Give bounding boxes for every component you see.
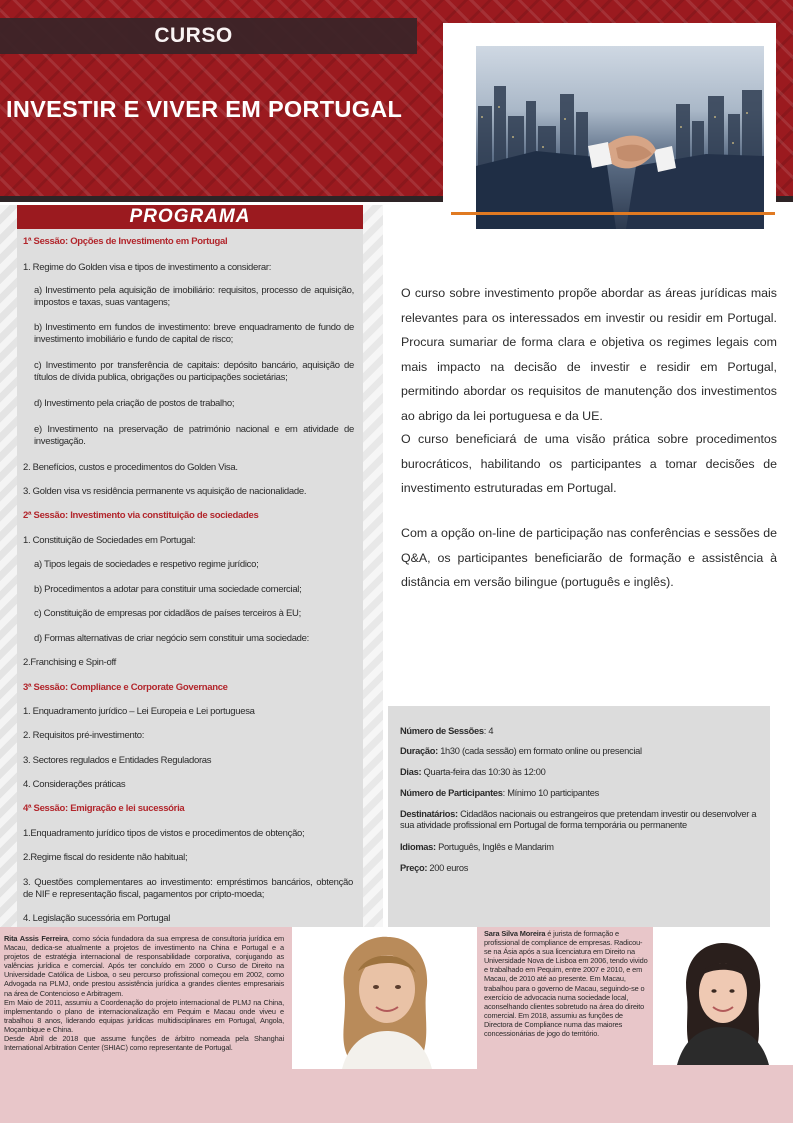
bio-text: , como sócia fundadora da sua empresa de consultoria jurídica em Macau, dedica-se atualmente a projetos de investimento na China e Portugal e a projetos de estratégia internacional de responsabilidade corporativa, conjugando as valências jurídica e comercial. Após ter concluído em 2000 o Curso de Direito na Universidade Católica de Lisboa, o seu percurso profissional começou em 2002, como Advogada na PLMJ, onde prestou assistência jurídica a grandes clientes empresariais na área de Contencioso e Arbitragem.	[4, 934, 285, 998]
description-paragraph: Com a opção on-line de participação nas conferências e sessões de Q&A, os participantes beneficiarão de formação e assistência à distância em versão bilingue (português e inglês).	[401, 526, 777, 589]
bio-text: Desde Abril de 2018 que assume funções de árbitro nomeada pela Shanghai International Arbitration Center (SHIAC) como representante de Portugal.	[4, 1034, 284, 1053]
info-days	[400, 767, 765, 778]
list-item: 3. Sectores regulados e Entidades Reguladoras	[23, 755, 212, 766]
list-item: c) Investimento por transferência de capitais: depósito bancário, aquisição de títulos de dívida publica, obrigações ou participações societárias;	[34, 360, 354, 383]
bio-text: Em Maio de 2011, assumiu a Coordenação do projeto internacional de PLMJ na China, implementando o plano de internacionalização em Pequim e Macau onde viveu e trabalhou 8 anos, liderando equipas jurídicas multidisciplinares em Portugal, Angola, Moçambique e China.	[4, 997, 284, 1034]
info-price	[400, 863, 765, 874]
bio-rita	[4, 934, 284, 1052]
programa-header	[17, 205, 363, 229]
info-value: Cidadãos nacionais ou estrangeiros que pretendam investir ou desenvolver a sua atividade profissional em Portugal de forma temporária ou permanente	[400, 809, 757, 830]
info-duration	[400, 746, 765, 757]
session-title: 2ª Sessão: Investimento via constituição de sociedades	[23, 510, 259, 521]
list-item: 3. Golden visa vs residência permanente vs aquisição de nacionalidade.	[23, 486, 307, 497]
handshake-city-photo	[476, 46, 764, 229]
programa-heading: PROGRAMA	[129, 206, 251, 227]
session-title: 1ª Sessão: Opções de Investimento em Portugal	[23, 236, 228, 247]
list-item: 1.Enquadramento jurídico tipos de vistos e procedimentos de obtenção;	[23, 828, 305, 839]
info-label: Número de Participantes	[400, 788, 503, 798]
list-item: 1. Constituição de Sociedades em Portugal:	[23, 535, 196, 546]
info-value: Quarta-feira das 10:30 às 12:00	[421, 767, 546, 777]
list-item: b) Investimento em fundos de investimento: breve enquadramento de fundo de investimento imobiliário e fundo de capital de risco;	[34, 322, 354, 345]
page-title: INVESTIR E VIVER EM PORTUGAL	[6, 96, 403, 122]
bio-name: Rita Assis Ferreira	[4, 934, 68, 943]
list-item: a) Tipos legais de sociedades e respetivo regime jurídico;	[34, 559, 259, 570]
info-label: Preço:	[400, 863, 428, 873]
list-item: 2. Requisitos pré-investimento:	[23, 730, 145, 741]
list-item: 2. Benefícios, custos e procedimentos do Golden Visa.	[23, 462, 238, 473]
handshake-city-illustration	[476, 46, 764, 229]
info-value: : Mínimo 10 participantes	[502, 788, 600, 798]
info-participants	[400, 788, 765, 799]
portrait-sara	[653, 927, 793, 1065]
description-paragraph: O curso beneficiará de uma visão prática sobre procedimentos burocráticos, habilitando os participantes a tomar decisões de investimento estruturadas em Portugal.	[401, 432, 777, 495]
list-item: d) Formas alternativas de criar negócio sem constituir uma sociedade:	[34, 633, 309, 644]
description-paragraph: O curso sobre investimento propõe abordar as áreas jurídicas mais relevantes para os interessados em investir ou residir em Portugal. Procura sumariar de forma clara e objetiva os regimes legais com mais impacto na decisão de investir e residir em Portugal, permitindo abordar os requisitos de manutenção dos investimentos ao abrigo da lei portuguesa e da UE.	[401, 286, 777, 423]
list-item: 4. Considerações práticas	[23, 779, 126, 790]
session-title: 3ª Sessão: Compliance e Corporate Governance	[23, 682, 228, 693]
info-languages	[400, 842, 765, 853]
avatar	[653, 927, 793, 1065]
info-value: : 4	[483, 726, 494, 736]
kicker-label: CURSO	[154, 24, 233, 47]
portrait-rita	[292, 927, 477, 1069]
stripe-pattern-right	[363, 205, 383, 927]
bio-text: é jurista de formação e profissional de compliance de empresas. Radicou-se na Ásia após a sua licenciatura em Direito na Universidade Nova de Lisboa em 2006, tendo vivido e trabalhado em Pequim, entre 2007 e 2010, e em Macau, de 2010 até ao presente. Em Macau, trabalhou para o governo de Macau, seguindo-se o exercício de advocacia numa sociedade local, aconselhando clientes sobretudo na área do direito comercial. Em 2018, assumiu as funções de Directora de Compliance numa das maiores concessionárias de jogo do território.	[484, 929, 648, 1039]
info-label: Dias:	[400, 767, 422, 777]
accent-line	[451, 212, 775, 215]
avatar	[292, 927, 477, 1069]
list-item: 2.Regime fiscal do residente não habitual;	[23, 852, 188, 863]
kicker-bar	[0, 18, 417, 54]
list-item: 1. Regime do Golden visa e tipos de investimento a considerar:	[23, 262, 272, 273]
bio-name: Sara Silva Moreira	[484, 929, 546, 938]
list-item: 2.Franchising e Spin-off	[23, 657, 116, 668]
info-value: 200 euros	[427, 863, 469, 873]
info-label: Idiomas:	[400, 842, 436, 852]
session-title: 4ª Sessão: Emigração e lei sucessória	[23, 803, 185, 814]
list-item: 1. Enquadramento jurídico – Lei Europeia e Lei portuguesa	[23, 706, 255, 717]
list-item: 4. Legislação sucessória em Portugal	[23, 913, 171, 924]
info-label: Duração:	[400, 746, 438, 756]
info-sessions	[400, 726, 765, 737]
info-label: Destinatários:	[400, 809, 458, 819]
info-value: Português, Inglês e Mandarim	[435, 842, 554, 852]
bio-sara	[484, 929, 648, 1038]
info-value: 1h30 (cada sessão) em formato online ou presencial	[437, 746, 642, 756]
list-item: c) Constituição de empresas por cidadãos de países terceiros à EU;	[34, 608, 301, 619]
list-item: d) Investimento pela criação de postos de trabalho;	[34, 398, 235, 409]
list-item: a) Investimento pela aquisição de imobiliário: requisitos, processo de aquisição, impostos e taxas, suas vantagens;	[34, 285, 354, 308]
info-label: Número de Sessões	[400, 726, 484, 736]
info-audience	[400, 809, 765, 831]
list-item: 3. Questões complementares ao investimento: empréstimos bancários, obtenção de NIF e representação fiscal, pagamentos por cripto-moeda;	[23, 877, 353, 900]
list-item: b) Procedimentos a adotar para constituir uma sociedade comercial;	[34, 584, 302, 595]
stripe-pattern-left	[0, 205, 17, 927]
list-item: e) Investimento na preservação de património nacional e em atividade de investigação.	[34, 424, 354, 447]
